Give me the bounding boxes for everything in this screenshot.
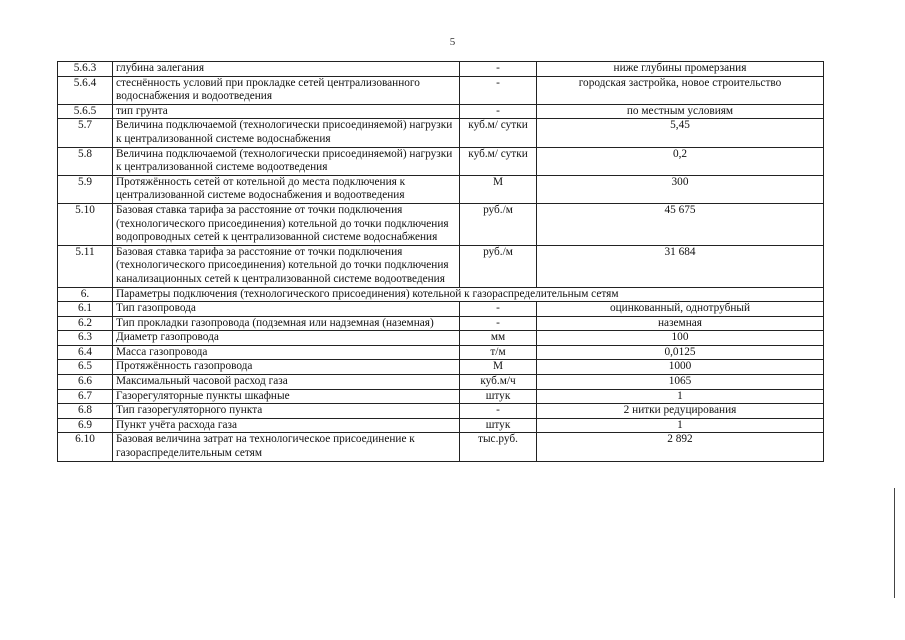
row-value: 300 bbox=[537, 175, 824, 203]
row-number: 6.7 bbox=[58, 389, 113, 404]
row-number: 6.2 bbox=[58, 316, 113, 331]
row-number: 5.10 bbox=[58, 203, 113, 245]
row-unit: тыс.руб. bbox=[460, 433, 537, 461]
row-name: Базовая ставка тарифа за расстояние от точки подключения (технологического присоединения) котельной до точки подключения канализационных сетей к централизованной системе водоотведения bbox=[113, 245, 460, 287]
row-name: Масса газопровода bbox=[113, 345, 460, 360]
row-number: 5.6.4 bbox=[58, 76, 113, 104]
table-row bbox=[58, 404, 824, 419]
table-row bbox=[58, 76, 824, 104]
table-row bbox=[58, 331, 824, 346]
table-row bbox=[58, 302, 824, 317]
row-number: 6.6 bbox=[58, 375, 113, 390]
row-number: 6.3 bbox=[58, 331, 113, 346]
row-unit: - bbox=[460, 62, 537, 77]
table-row bbox=[58, 389, 824, 404]
row-unit: руб./м bbox=[460, 203, 537, 245]
row-name: Тип прокладки газопровода (подземная или надземная (наземная) bbox=[113, 316, 460, 331]
parameters-table bbox=[57, 61, 824, 462]
row-name: Пункт учёта расхода газа bbox=[113, 418, 460, 433]
row-unit: мм bbox=[460, 331, 537, 346]
row-value: по местным условиям bbox=[537, 104, 824, 119]
table-row bbox=[58, 62, 824, 77]
page-number: 5 bbox=[449, 36, 456, 48]
row-value: наземная bbox=[537, 316, 824, 331]
row-unit: М bbox=[460, 360, 537, 375]
row-value: 0,2 bbox=[537, 147, 824, 175]
table-row bbox=[58, 147, 824, 175]
row-number: 6.1 bbox=[58, 302, 113, 317]
table-row bbox=[58, 433, 824, 461]
table-row bbox=[58, 418, 824, 433]
row-number: 6.8 bbox=[58, 404, 113, 419]
row-value: 1065 bbox=[537, 375, 824, 390]
table-row bbox=[58, 375, 824, 390]
row-name: Величина подключаемой (технологически присоединяемой) нагрузки к централизованной системе водоотведения bbox=[113, 147, 460, 175]
row-unit: - bbox=[460, 302, 537, 317]
row-unit: куб.м/ сутки bbox=[460, 119, 537, 147]
row-number: 5.8 bbox=[58, 147, 113, 175]
row-value: городская застройка, новое строительство bbox=[537, 76, 824, 104]
row-number: 5.11 bbox=[58, 245, 113, 287]
section-row bbox=[58, 287, 824, 302]
row-number: 5.6.3 bbox=[58, 62, 113, 77]
row-number: 5.7 bbox=[58, 119, 113, 147]
row-unit: - bbox=[460, 104, 537, 119]
row-value: 100 bbox=[537, 331, 824, 346]
row-value: 31 684 bbox=[537, 245, 824, 287]
row-value: оцинкованный, однотрубный bbox=[537, 302, 824, 317]
row-number: 6.4 bbox=[58, 345, 113, 360]
table-row bbox=[58, 175, 824, 203]
row-unit: штук bbox=[460, 389, 537, 404]
row-number: 5.6.5 bbox=[58, 104, 113, 119]
row-name: Диаметр газопровода bbox=[113, 331, 460, 346]
row-unit: куб.м/ч bbox=[460, 375, 537, 390]
row-value: 5,45 bbox=[537, 119, 824, 147]
row-unit: т/м bbox=[460, 345, 537, 360]
row-number: 6.9 bbox=[58, 418, 113, 433]
row-unit: штук bbox=[460, 418, 537, 433]
row-name: тип грунта bbox=[113, 104, 460, 119]
row-unit: - bbox=[460, 316, 537, 331]
row-name: глубина залегания bbox=[113, 62, 460, 77]
row-unit: куб.м/ сутки bbox=[460, 147, 537, 175]
row-name: Максимальный часовой расход газа bbox=[113, 375, 460, 390]
section-number: 6. bbox=[58, 287, 113, 302]
row-unit: руб./м bbox=[460, 245, 537, 287]
row-value: 1000 bbox=[537, 360, 824, 375]
row-name: Протяжённость газопровода bbox=[113, 360, 460, 375]
scan-edge-line bbox=[894, 488, 895, 598]
row-value: 45 675 bbox=[537, 203, 824, 245]
row-name: Газорегуляторные пункты шкафные bbox=[113, 389, 460, 404]
table-row bbox=[58, 104, 824, 119]
row-name: Величина подключаемой (технологически присоединяемой) нагрузки к централизованной системе водоснабжения bbox=[113, 119, 460, 147]
row-unit: - bbox=[460, 76, 537, 104]
table-row bbox=[58, 119, 824, 147]
table-row bbox=[58, 203, 824, 245]
row-number: 5.9 bbox=[58, 175, 113, 203]
row-value: 2 нитки редуцирования bbox=[537, 404, 824, 419]
row-name: Протяжённость сетей от котельной до места подключения к централизованной системе водоснабжения и водоотведения bbox=[113, 175, 460, 203]
row-value: 1 bbox=[537, 389, 824, 404]
row-name: Тип газорегуляторного пункта bbox=[113, 404, 460, 419]
table-row bbox=[58, 345, 824, 360]
row-value: 0,0125 bbox=[537, 345, 824, 360]
row-name: стеснённость условий при прокладке сетей централизованного водоснабжения и водоотведения bbox=[113, 76, 460, 104]
table-row bbox=[58, 245, 824, 287]
row-number: 6.10 bbox=[58, 433, 113, 461]
section-title: Параметры подключения (технологического присоединения) котельной к газораспределительным сетям bbox=[113, 287, 824, 302]
row-name: Базовая ставка тарифа за расстояние от точки подключения (технологического присоединения) котельной до точки подключения водопроводных сетей к централизованной системе водоснабжения bbox=[113, 203, 460, 245]
row-number: 6.5 bbox=[58, 360, 113, 375]
row-name: Базовая величина затрат на технологическое присоединение к газораспределительным сетям bbox=[113, 433, 460, 461]
row-name: Тип газопровода bbox=[113, 302, 460, 317]
row-unit: М bbox=[460, 175, 537, 203]
row-value: 1 bbox=[537, 418, 824, 433]
table-row bbox=[58, 360, 824, 375]
row-value: 2 892 bbox=[537, 433, 824, 461]
row-value: ниже глубины промерзания bbox=[537, 62, 824, 77]
table-row bbox=[58, 316, 824, 331]
row-unit: - bbox=[460, 404, 537, 419]
